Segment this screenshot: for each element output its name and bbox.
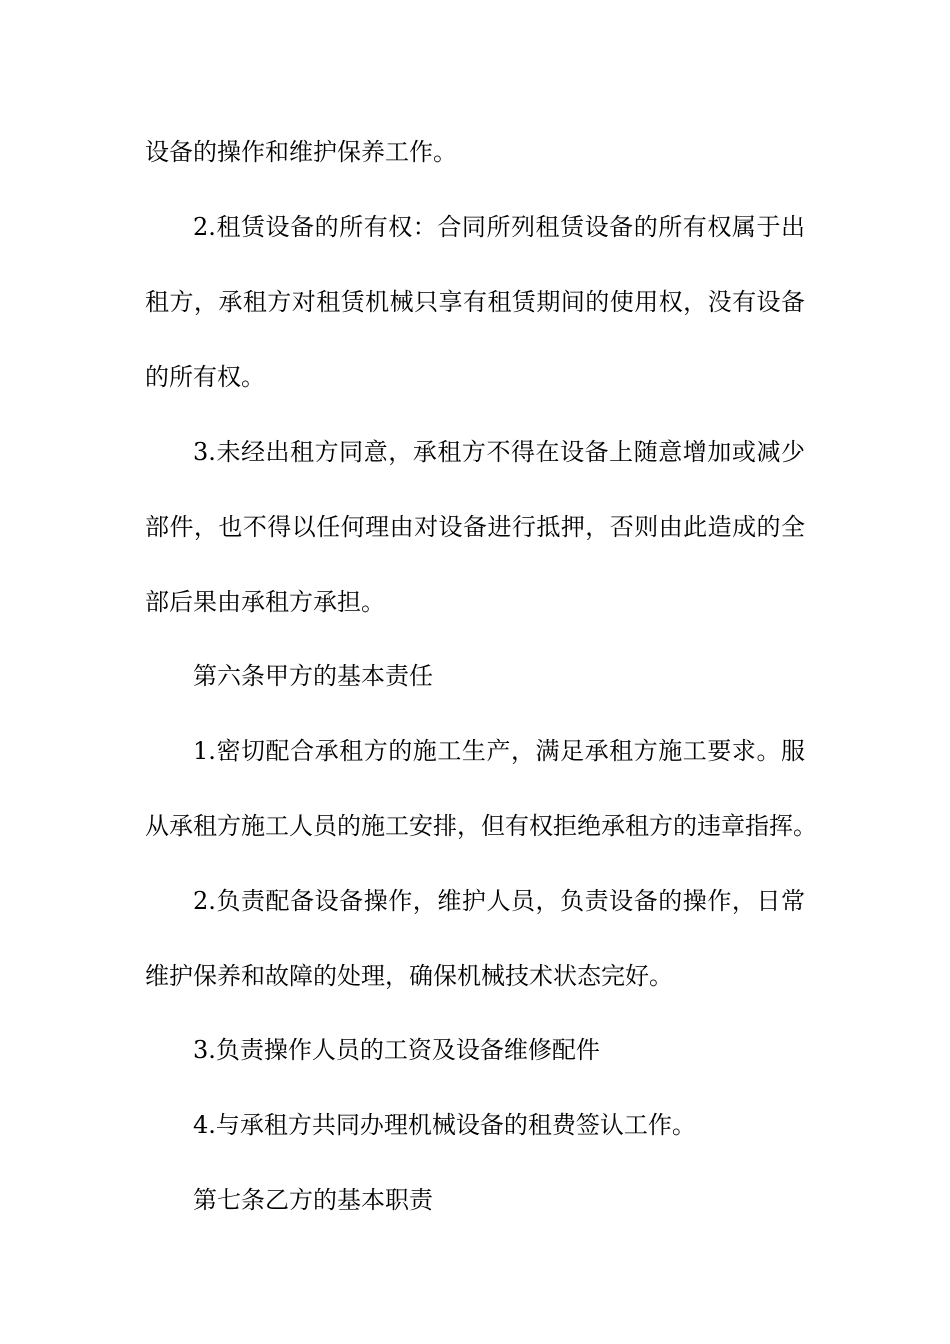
text-line: 3.负责操作人员的工资及设备维修配件 (193, 1036, 600, 1064)
text-line: 4.与承租方共同办理机械设备的租费签认工作。 (193, 1111, 696, 1139)
text-line: 设备的操作和维护保养工作。 (145, 138, 457, 166)
text-line: 部后果由承租方承担。 (145, 588, 385, 616)
text-line: 部件，也不得以任何理由对设备进行抵押，否则由此造成的全 (145, 513, 805, 541)
section-heading: 第七条乙方的基本职责 (193, 1186, 433, 1214)
text-line: 2.负责配备设备操作，维护人员，负责设备的操作，日常 (193, 887, 805, 915)
text-line: 从承租方施工人员的施工安排，但有权拒绝承租方的违章指挥。 (145, 812, 817, 840)
text-line: 2.租赁设备的所有权：合同所列租赁设备的所有权属于出 (193, 213, 805, 241)
text-line: 维护保养和故障的处理，确保机械技术状态完好。 (145, 962, 673, 990)
section-heading: 第六条甲方的基本责任 (193, 662, 433, 690)
text-line: 3.未经出租方同意，承租方不得在设备上随意增加或减少 (193, 438, 805, 466)
text-line: 1.密切配合承租方的施工生产，满足承租方施工要求。服 (193, 737, 805, 765)
text-line: 的所有权。 (145, 363, 265, 391)
text-line: 租方，承租方对租赁机械只享有租赁期间的使用权，没有设备 (145, 288, 805, 316)
